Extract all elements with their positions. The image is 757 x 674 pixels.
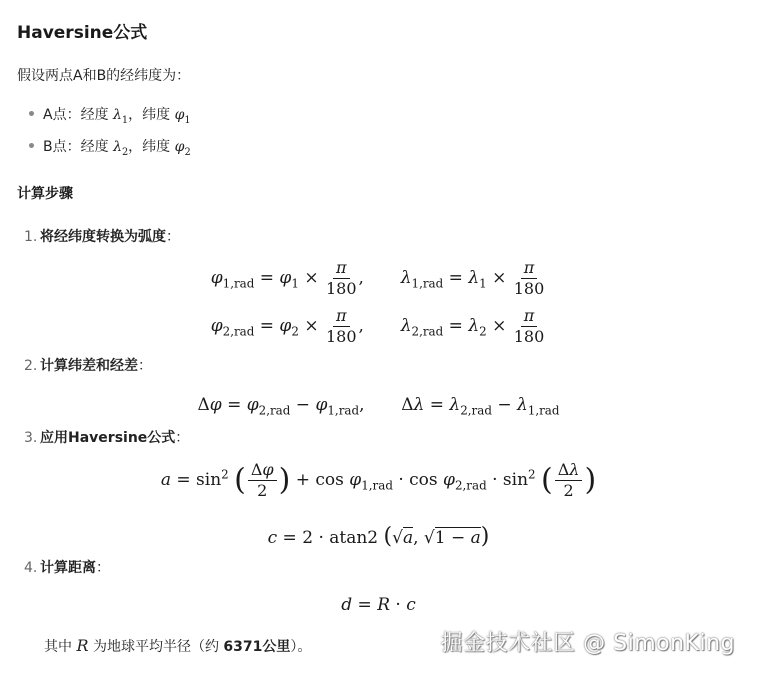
steps-heading: 计算步骤 bbox=[17, 186, 73, 202]
times-sign: × bbox=[304, 268, 319, 288]
minus-sign: − bbox=[295, 395, 311, 415]
equals-sign: = bbox=[429, 395, 445, 415]
section-heading: Haversine公式 bbox=[17, 23, 148, 43]
phi-symbol: φ bbox=[174, 139, 185, 155]
denominator: 180 bbox=[513, 327, 545, 346]
bullet-dot-icon bbox=[29, 143, 34, 148]
sqrt-icon: √ bbox=[392, 528, 403, 548]
equals-sign: = bbox=[227, 395, 242, 415]
comma: , bbox=[359, 395, 365, 415]
plus-sign: + bbox=[295, 470, 310, 490]
subscript: 1 bbox=[479, 276, 487, 291]
colon: ： bbox=[175, 430, 190, 446]
step-title: 计算纬差和经差 bbox=[40, 358, 138, 374]
dot-operator: · bbox=[395, 595, 401, 615]
equals-sign: = bbox=[259, 316, 275, 336]
numerator: Δφ bbox=[248, 460, 277, 481]
equals-sign: = bbox=[357, 595, 372, 615]
list-item-point-b bbox=[43, 136, 191, 158]
phi-symbol: φ bbox=[349, 470, 362, 490]
colon: ： bbox=[96, 560, 110, 576]
subscript: 2 bbox=[291, 324, 299, 339]
phi-symbol: φ bbox=[443, 470, 455, 490]
a-variable: a bbox=[160, 470, 171, 490]
subscript: 1 bbox=[184, 114, 191, 126]
subscript: 2 bbox=[121, 146, 129, 158]
fraction-pi-180 bbox=[514, 306, 545, 347]
times-sign: × bbox=[492, 316, 507, 336]
equation-phi1-rad bbox=[0, 258, 757, 299]
lambda-symbol: λ bbox=[113, 107, 122, 123]
point-a-mid: ，纬度 bbox=[128, 107, 175, 123]
subscript: 2,rad bbox=[222, 324, 255, 339]
subscript: 1,rad bbox=[327, 403, 360, 418]
lambda-symbol: λ bbox=[517, 395, 528, 415]
comma: , bbox=[358, 316, 364, 336]
sin-function: sin bbox=[196, 470, 222, 490]
equation-haversine-a: $a = \sin^2$ ( $\frac{\Delta\varphi}{2}$ ) + $\cos \varphi_{1,rad} \cdot \cos \varphi_{2,rad} \cdot \sin^2$ ( $\frac{\Delta\lambda}{2}$ ) bbox=[160, 460, 597, 500]
equation-distance bbox=[0, 595, 757, 615]
equals-sign: = bbox=[282, 528, 297, 548]
c-variable: c bbox=[267, 528, 278, 548]
subscript: 1 bbox=[291, 276, 299, 291]
list-item-point-a bbox=[43, 104, 191, 126]
phi-symbol: φ bbox=[246, 395, 259, 415]
step-number: 3. bbox=[24, 430, 38, 446]
footer-mid: 为地球平均半径（约 bbox=[88, 639, 224, 655]
lambda-symbol: λ bbox=[468, 268, 480, 288]
point-b-prefix: B点：经度 bbox=[43, 139, 114, 155]
numerator: π bbox=[521, 258, 538, 279]
phi-symbol: φ bbox=[210, 268, 223, 288]
step-1 bbox=[26, 226, 180, 246]
two-constant: 2 bbox=[302, 528, 314, 548]
r-variable: R bbox=[76, 636, 89, 655]
phi-symbol: φ bbox=[210, 316, 223, 336]
equals-sign: = bbox=[448, 268, 463, 288]
comma: , bbox=[358, 268, 364, 288]
fraction-pi-180 bbox=[514, 258, 545, 299]
times-sign: × bbox=[492, 268, 507, 288]
step-title: 将经纬度转换为弧度 bbox=[40, 229, 166, 245]
denominator: 2 bbox=[257, 481, 268, 500]
step-number: 1. bbox=[24, 229, 38, 245]
step-title: 应用Haversine公式 bbox=[40, 430, 176, 446]
phi-symbol: φ bbox=[174, 107, 185, 123]
fraction-pi-180 bbox=[326, 258, 357, 299]
a-variable: a bbox=[402, 528, 414, 548]
dot-operator: · bbox=[398, 470, 404, 490]
sin-function: sin bbox=[502, 470, 529, 490]
phi-symbol: φ bbox=[279, 268, 292, 288]
subscript: 2 bbox=[184, 146, 191, 158]
fraction-pi-180 bbox=[326, 306, 357, 347]
colon: ： bbox=[166, 229, 180, 245]
subscript: 1,rad bbox=[222, 276, 255, 291]
fraction-dlambda-2 bbox=[555, 460, 583, 501]
equals-sign: = bbox=[259, 268, 275, 288]
cos-function: cos bbox=[315, 470, 344, 490]
equation-delta bbox=[0, 395, 757, 417]
step-4 bbox=[26, 557, 110, 577]
watermark: 掘金技术社区 @ SimonKing bbox=[440, 631, 735, 656]
times-sign: × bbox=[304, 316, 319, 336]
sqrt-icon: √ bbox=[423, 528, 435, 548]
subscript: 2,rad bbox=[460, 403, 492, 418]
phi-symbol: φ bbox=[279, 316, 292, 336]
r-variable: R bbox=[377, 595, 390, 615]
step-2 bbox=[26, 355, 152, 375]
subscript: 2 bbox=[479, 324, 487, 339]
footer-note bbox=[44, 636, 311, 656]
numerator: π bbox=[521, 306, 538, 327]
subscript: 1,rad bbox=[361, 478, 393, 493]
denominator: 180 bbox=[325, 279, 357, 298]
equation-phi2-rad bbox=[0, 306, 757, 347]
lambda-symbol: λ bbox=[449, 395, 461, 415]
denominator: 2 bbox=[563, 481, 574, 500]
footer-suffix: ）。 bbox=[290, 639, 312, 655]
superscript: 2 bbox=[221, 467, 229, 482]
lambda-symbol: λ bbox=[468, 316, 480, 336]
bullet-dot-icon bbox=[29, 111, 34, 116]
point-a-prefix: A点：经度 bbox=[43, 107, 114, 123]
lambda-symbol: λ bbox=[113, 139, 122, 155]
numerator: π bbox=[333, 306, 350, 327]
step-number: 4. bbox=[24, 560, 38, 576]
subscript: 1,rad bbox=[411, 276, 444, 291]
colon: ： bbox=[138, 358, 152, 374]
lambda-symbol: λ bbox=[400, 268, 412, 288]
subscript: 1 bbox=[121, 114, 129, 126]
footer-prefix: 其中 bbox=[44, 639, 77, 655]
lambda-symbol: λ bbox=[400, 316, 412, 336]
minus-sign: − bbox=[497, 395, 512, 415]
denominator: 180 bbox=[513, 279, 545, 298]
atan2-function: atan2 bbox=[329, 528, 379, 548]
d-variable: d bbox=[341, 595, 353, 615]
delta-symbol: Δ bbox=[401, 395, 414, 415]
subscript: 1,rad bbox=[527, 403, 560, 418]
superscript: 2 bbox=[528, 467, 536, 482]
subscript: 2,rad bbox=[454, 478, 487, 493]
cos-function: cos bbox=[409, 470, 438, 490]
step-number: 2. bbox=[24, 358, 38, 374]
lambda-symbol: λ bbox=[413, 395, 425, 415]
step-title: 计算距离 bbox=[40, 560, 96, 576]
numerator: π bbox=[333, 258, 350, 279]
dot-operator: · bbox=[492, 470, 498, 490]
equation-c: c = 2 · atan2 (√a, √1 − a) bbox=[267, 524, 490, 549]
intro-text: 假设两点A和B的经纬度为： bbox=[17, 68, 191, 84]
denominator: 180 bbox=[325, 327, 357, 346]
delta-symbol: Δ bbox=[197, 395, 210, 415]
step-3 bbox=[26, 427, 189, 447]
subscript: 2,rad bbox=[411, 324, 444, 339]
dot-operator: · bbox=[318, 528, 324, 548]
phi-symbol: φ bbox=[315, 395, 328, 415]
equals-sign: = bbox=[176, 470, 191, 490]
subscript: 2,rad bbox=[258, 403, 291, 418]
c-variable: c bbox=[406, 595, 416, 615]
fraction-dphi-2 bbox=[248, 460, 277, 501]
numerator: Δλ bbox=[555, 460, 583, 481]
equals-sign: = bbox=[448, 316, 463, 336]
comma: , bbox=[413, 528, 419, 548]
earth-radius-value: 6371公里 bbox=[223, 639, 291, 655]
point-b-mid: ，纬度 bbox=[128, 139, 175, 155]
phi-symbol: φ bbox=[209, 395, 222, 415]
